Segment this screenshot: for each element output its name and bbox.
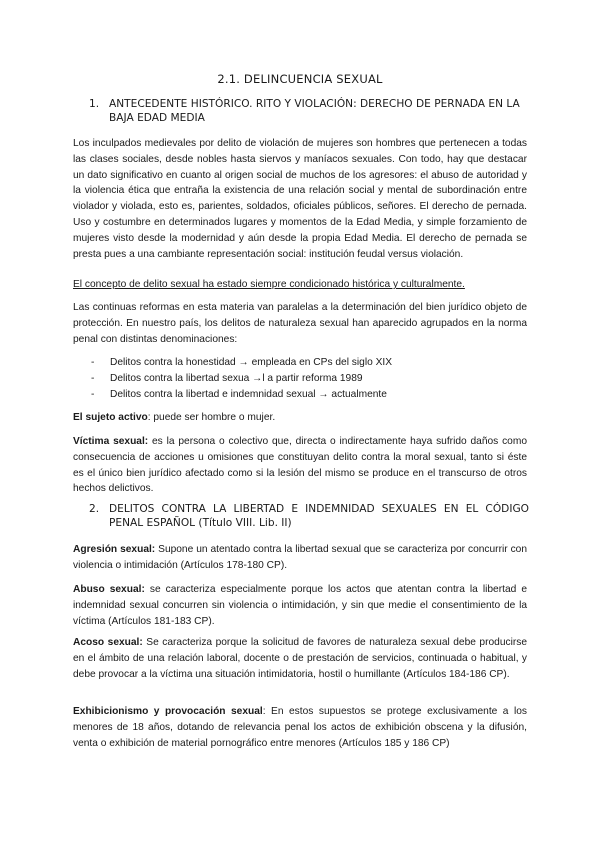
heading-text: ANTECEDENTE HISTÓRICO. RITO Y VIOLACIÓN: DERECHO DE PERNADA EN LA BAJA EDAD MEDIA — [109, 98, 520, 124]
definition: Se caracteriza porque la solicitud de favores de naturaleza sexual debe producirse en el ámbito de una relación laboral, docente o de prestación de servicios, continuada o habitual, y debe provocar a la víctima una situación intimidatoria, hostil o humillante (Artículos 184-186 CP). — [73, 637, 527, 680]
term: El sujeto activo — [73, 412, 148, 423]
heading-number: 1. — [89, 98, 100, 110]
term: Víctima sexual: — [73, 436, 149, 447]
paragraph-sujeto-activo — [73, 410, 527, 426]
paragraph-victima — [73, 434, 527, 497]
definition-acoso — [73, 635, 527, 682]
term: Acoso sexual: — [73, 637, 143, 648]
heading-delitos — [89, 502, 529, 530]
term: Exhibicionismo y provocación sexual — [73, 706, 263, 717]
definition: : En estos supuestos se protege exclusivamente a los menores de 18 años, dotando de relevancia penal los actos de exhibición obscena y la difusión, venta o exhibición de material pornográfico entre menores (Artículos 185 y 186 CP) — [73, 706, 527, 749]
paragraph-intro: Los inculpados medievales por delito de violación de mujeres son hombres que pertenecen a todas las clases sociales, desde nobles hasta siervos y maníacos sexuales. Con todo, hay que destacar un dato significativo en cuanto al origen social de muchos de los agresores: el abuso de autoridad y la violencia ética que entraña la existencia de una relación social y mental de subordinación entre violador y violada, esto es, parientes, soldados, oficiales públicos, señores. El derecho de pernada. Uso y costumbre en determinados lugares y momentos de la Edad Media, y simple forzamiento de mujeres visto desde la modernidad y aún desde la propia Edad Media. El derecho de pernada se presta pues a una cambiante representación social: institución feudal versus violación. — [73, 138, 527, 260]
denominations-list — [73, 355, 527, 402]
definition: : puede ser hombre o mujer. — [147, 412, 276, 423]
definition-abuso — [73, 582, 527, 629]
paragraph-reforms: Las continuas reformas en esta materia van paralelas a la determinación del bien jurídico objeto de protección. En nuestro país, los delitos de naturaleza sexual han aparecido agrupados en la norma penal con distintas denominaciones: — [73, 302, 527, 345]
list-item: - Delitos contra la honestidad → empleada en CPs del siglo XIX — [73, 355, 527, 371]
definition-agresion — [73, 542, 527, 574]
definition-exhibicionismo — [73, 704, 527, 751]
term: Abuso sexual: — [73, 584, 145, 595]
definition: es la persona o colectivo que, directa o indirectamente haya sufrido daños como consecuencia de acciones u omisiones que constituyan delito contra la moral sexual, tanto si éste es el único bien jurídico afectado como si la lesión del mismo se produce en el transcurso de otros hechos delictivos. — [73, 436, 527, 495]
list-item: - Delitos contra la libertad sexua →l a partir reforma 1989 — [73, 371, 527, 387]
heading-antecedente — [89, 97, 529, 125]
list-item: - Delitos contra la libertad e indemnidad sexual → actualmente — [73, 387, 527, 403]
underlined-statement: El concepto de delito sexual ha estado siempre condicionado histórica y culturalmente. — [73, 279, 465, 290]
section-title: 2.1. DELINCUENCIA SEXUAL — [217, 72, 383, 86]
definition: Supone un atentado contra la libertad sexual que se caracteriza por concurrir con violencia o intimidación (Artículos 178-180 CP). — [73, 544, 527, 571]
definition: se caracteriza especialmente porque los actos que atentan contra la libertad e indemnidad sexual concurren sin violencia o intimidación, y sin que medie el consentimiento de la víctima (Artículos 181-183 CP). — [73, 584, 527, 627]
term: Agresión sexual: — [73, 544, 156, 555]
heading-number: 2. — [89, 503, 100, 515]
heading-text: DELITOS CONTRA LA LIBERTAD E INDEMNIDAD SEXUALES EN EL CÓDIGO PENAL ESPAÑOL (Título VIII. Lib. II) — [109, 503, 529, 529]
